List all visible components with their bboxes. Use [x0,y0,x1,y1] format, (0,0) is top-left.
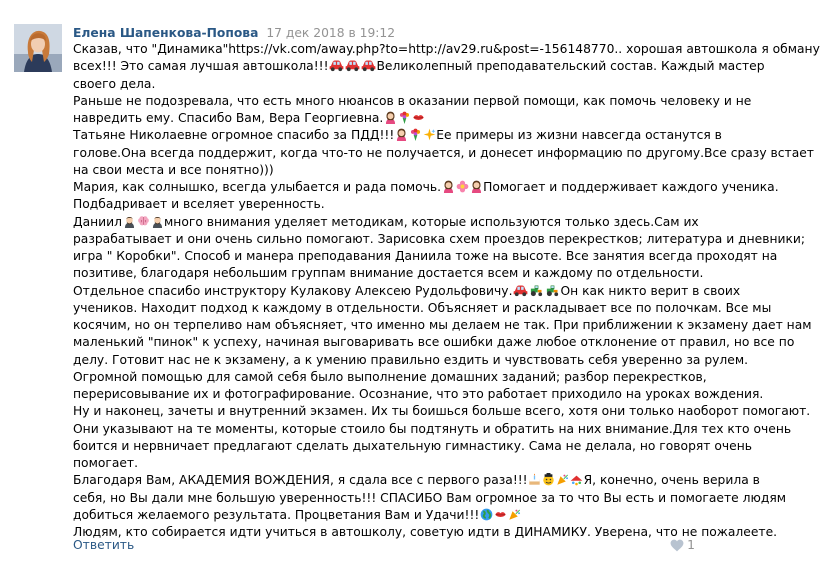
comment-text-segment: на свои места и все понятно))) [73,162,274,177]
like-count: 1 [687,538,695,552]
lips-icon [494,508,507,521]
avatar-image [14,24,62,72]
comment-line [73,438,752,455]
comment-line [73,283,741,300]
comment-text-segment: Великолепный преподавательский состав. Каждый мастер [376,59,765,74]
tractor-icon [545,284,560,297]
tractor-icon [529,284,544,297]
comment-text-segment: Людям, кто собирается идти учиться в автошколу, советую идти в ДИНАМИКУ. Уверена, что не пожалеете. [73,525,778,539]
comment-line [73,41,820,58]
comment-text-segment: разрабатывает и они очень сильно помогают. Зарисовка схем проездов перекрестков; литература и дневники; [73,231,806,246]
comment-line [73,524,778,541]
comment-line [73,334,795,351]
comment-line [73,162,703,179]
confetti-icon [570,473,583,486]
comment-text-segment: косячим, но он терпеливо нам объясняет, что именно мы делаем не так. При приближении к экзамену дает нам [73,318,812,332]
comment-text-segment: Сказав, что "Динамика"https://vk.com/away.php?to=http://av29.ru&post=-156148770.. хорошая автошкола я обману [73,42,820,56]
comment-text-segment: Помогает и поддерживает каждого ученика. [483,180,779,194]
comment-footer [73,538,134,552]
woman-icon [470,180,483,193]
comment-text-segment: Ну и наконец, зачеты и внутренний экзамен. Их ты боишься больше всего, хотя они только наоборот помогают. [73,404,811,419]
comment-text-segment: навредить ему. Спасибо Вам, Вера Георгиевна. [73,111,384,125]
comment-text-segment: перерисовывание их и фотографирование. Осознание, что это работает приходило на уроках вождения. [73,387,764,401]
comment-text-segment: Я, конечно, очень верила в [583,473,760,488]
comment-text-segment: Благодаря Вам, АКАДЕМИЯ ВОЖДЕНИЯ, я сдала все с первого раза!!! [73,473,528,488]
comment-text-segment: позитиве, благодаря небольшим группам внимание достается всем и каждому по отдельности. [73,266,704,281]
heart-icon [670,539,684,552]
woman-icon [442,180,455,193]
comment-text-segment: Даниил [73,214,123,229]
comment-text-segment: Раньше не подозревала, что есть много нюансов в оказании первой помощи, как помочь человеку и не [73,93,752,108]
comment-line [73,352,749,369]
comment-line [73,490,787,507]
woman-icon [384,111,397,124]
comment-text-segment: Мария, как солнышко, всегда улыбается и рада помочь. [73,180,442,194]
comment-line [73,403,811,420]
comment-line [73,58,765,75]
comment-line [73,196,703,213]
comment-line [73,386,764,403]
sparkle-icon [423,128,436,141]
like-button[interactable] [670,538,695,552]
comment-line [73,179,779,196]
globe-icon [480,508,493,521]
comment-date[interactable]: 17 дек 2018 в 19:12 [266,26,396,40]
woman-icon [395,128,408,141]
comment-text-segment: помогает. [73,456,138,470]
brain-icon [137,215,150,228]
comment-text-segment: добиться желаемого результата. Процветания Вам и Удачи!!! [73,507,480,522]
face-icon [542,473,555,486]
comment-text-segment: своего дела. [73,76,156,91]
comment-text-segment: Они указывают на те моменты, которые стоило бы подтянуть и обратить на них внимание.Для тех кто очень [73,421,792,436]
cake-icon [528,473,541,486]
man-icon [151,215,164,228]
party-icon [508,508,521,521]
lips-icon [412,111,425,124]
comment-line [73,231,806,248]
comment-line [73,369,707,386]
flower-icon [456,180,469,193]
comment-line [73,248,778,265]
comment-text-segment: Он как никто верит в своих [560,283,741,298]
comment-text-segment: игра " Коробки". Способ и манера преподавания Даниила тоже на высоте. Все занятия всегда проходят на [73,249,778,263]
comment-line [73,455,703,472]
comment-line [73,110,703,127]
car-icon [329,59,344,72]
comment-line [73,421,792,438]
comment-line [73,265,703,282]
comment-text-segment: учеников. Находит подход к каждому в отдельности. Объясняет и раскладывает все по полочкам. Все мы [73,300,772,315]
comment-text-segment: всех!!! Это самая лучшая автошкола!!! [73,59,329,74]
comment-text [73,41,820,541]
comment-text-segment: много внимания уделяет методикам, которые используются только здесь.Сам их [164,214,699,229]
comment-header [73,26,395,40]
comment-text-segment: боится и нервничает предлагают сделать дыхательную гимнастику. Сама не делала, но говорят очень [73,438,752,453]
comment-line [73,507,703,524]
man-icon [123,215,136,228]
comment-text-segment: себя, но Вы дали мне большую уверенность!!! СПАСИБО Вам огромное за то что Вы есть и помогаете людям [73,490,787,505]
comment-line [73,300,772,317]
author-name[interactable]: Елена Шапенкова-Попова [73,26,259,40]
comment-text-segment: голове.Она всегда поддержит, когда что-то не получается, и донесет информацию по другому.Все сразу встает [73,145,814,160]
comment-line [73,472,760,489]
reply-link[interactable]: Ответить [73,538,135,552]
comment-text-segment: маленький "пинок" к успеху, начиная выговаривать все ошибки даже любое отклонение от правил, но все по [73,335,795,350]
comment-text-segment: Огромной помощью для самой себя было выполнение домашних заданий; разбор перекрестков, [73,369,707,384]
car-icon [361,59,376,72]
bouquet-icon [409,128,422,141]
comment-line [73,145,814,162]
comment-text-segment: делу. Готовит нас не к экзамену, а к умению правильно ездить и чувствовать себя уверенно за рулем. [73,352,749,367]
comment-line [73,76,703,93]
car-icon [513,284,528,297]
comment-text-segment: Татьяне Николаевне огромное спасибо за ПДД!!! [73,128,395,143]
bouquet-icon [398,111,411,124]
comment-text-segment: Ее примеры из жизни навсегда останутся в [436,128,722,143]
comment-text-segment: Подбадривает и вселяет уверенность. [73,197,325,212]
comment-line [73,317,812,334]
party-icon [556,473,569,486]
comment-text-segment: Отдельное спасибо инструктору Кулакову Алексею Рудольфовичу. [73,283,513,298]
comment-line [73,214,703,231]
car-icon [345,59,360,72]
comment-line [73,127,722,144]
comment-line [73,93,752,110]
avatar[interactable] [14,24,62,72]
